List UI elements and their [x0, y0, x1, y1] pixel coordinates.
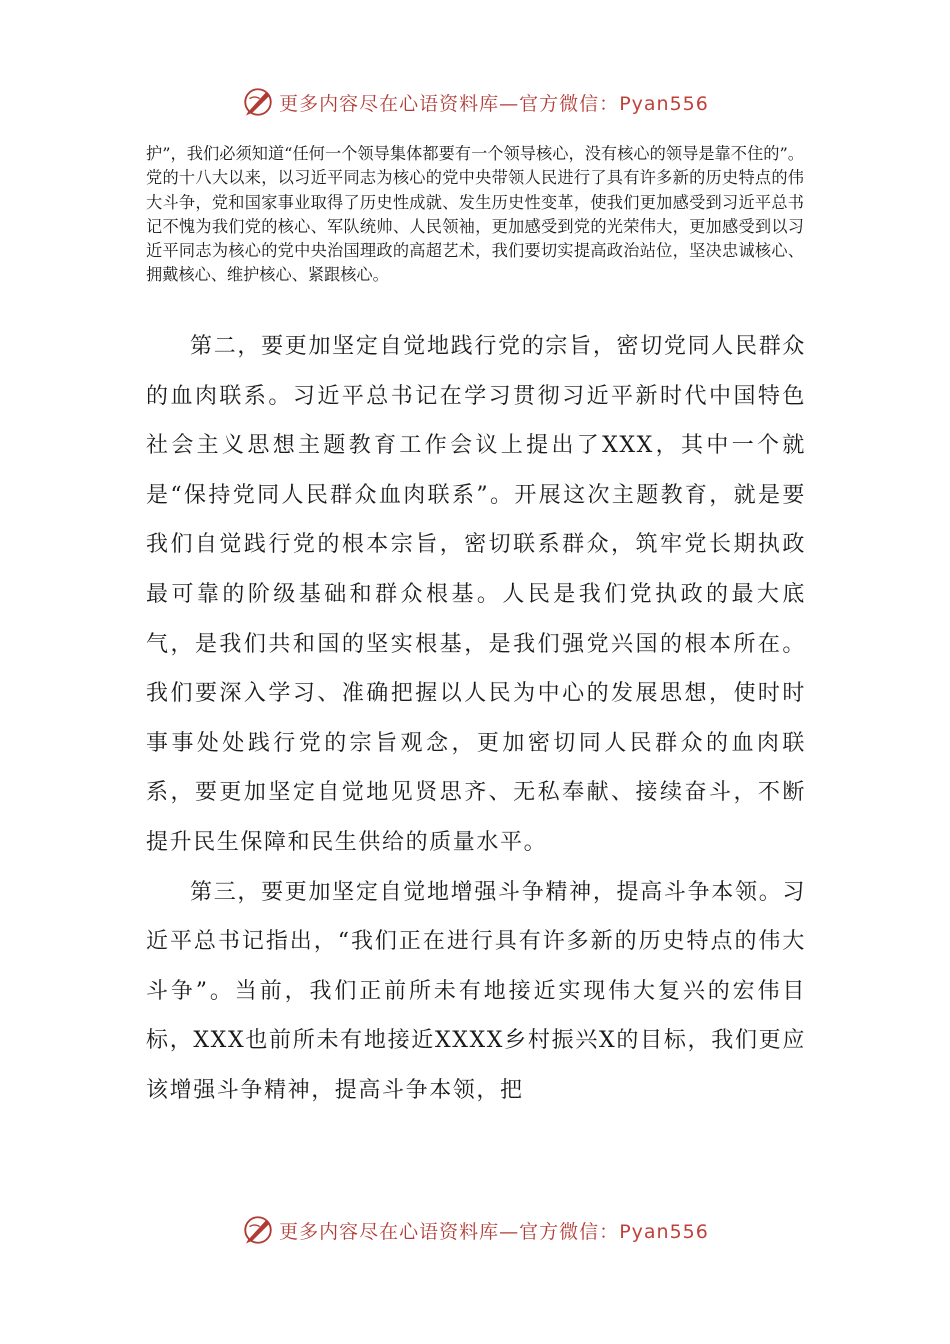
paragraph-third: 第三，要更加坚定自觉地增强斗争精神，提高斗争本领。习近平总书记指出，“我们正在进行具有许多新的历史特点的伟大斗争”。当前，我们正前所未有地接近实现伟大复兴的宏伟目标，XXX也前所未有地接近XXXX乡村振兴X的目标，我们更应该增强斗争精神，提高斗争本领，把	[146, 879, 806, 1103]
body-text	[146, 322, 806, 1116]
paragraph-second: 第二，要更加坚定自觉地践行党的宗旨，密切党同人民群众的血肉联系。习近平总书记在学习贯彻习近平新时代中国特色社会主义思想主题教育工作会议上提出了XXX，其中一个就是“保持党同人民群众血肉联系”。开展这次主题教育，就是要我们自觉践行党的根本宗旨，密切联系群众，筑牢党长期执政最可靠的阶级基础和群众根基。人民是我们党执政的最大底气，是我们共和国的坚实根基，是我们强党兴国的根本所在。我们要深入学习、准确把握以人民为中心的发展思想，使时时事事处处践行党的宗旨观念，更加密切同人民群众的血肉联系，要更加坚定自觉地见贤思齐、无私奉献、接续奋斗，不断提升民生保障和民生供给的质量水平。	[146, 334, 806, 855]
pen-logo-icon	[241, 1213, 275, 1247]
wechat-id: Pyan556	[619, 92, 709, 115]
header-banner	[0, 82, 950, 122]
footer-banner	[0, 1210, 950, 1250]
continued-paragraph: 护”，我们必须知道“任何一个领导集体都要有一个领导核心，没有核心的领导是靠不住的”。党的十八大以来，以习近平同志为核心的党中央带领人民进行了具有许多新的历史特点的伟大斗争，党和国家事业取得了历史性成就、发生历史性变革，使我们更加感受到习近平总书记不愧为我们党的核心、军队统帅、人民领袖，更加感受到党的光荣伟大，更加感受到以习近平同志为核心的党中央治国理政的高超艺术，我们要切实提高政治站位，坚决忠诚核心、拥戴核心、维护核心、紧跟核心。	[146, 144, 804, 285]
banner-text: 更多内容尽在心语资料库—官方微信：Pyan556	[279, 1220, 709, 1243]
banner-text: 更多内容尽在心语资料库—官方微信：Pyan556	[279, 92, 709, 115]
pen-logo-icon	[241, 85, 275, 119]
wechat-id: Pyan556	[619, 1220, 709, 1243]
